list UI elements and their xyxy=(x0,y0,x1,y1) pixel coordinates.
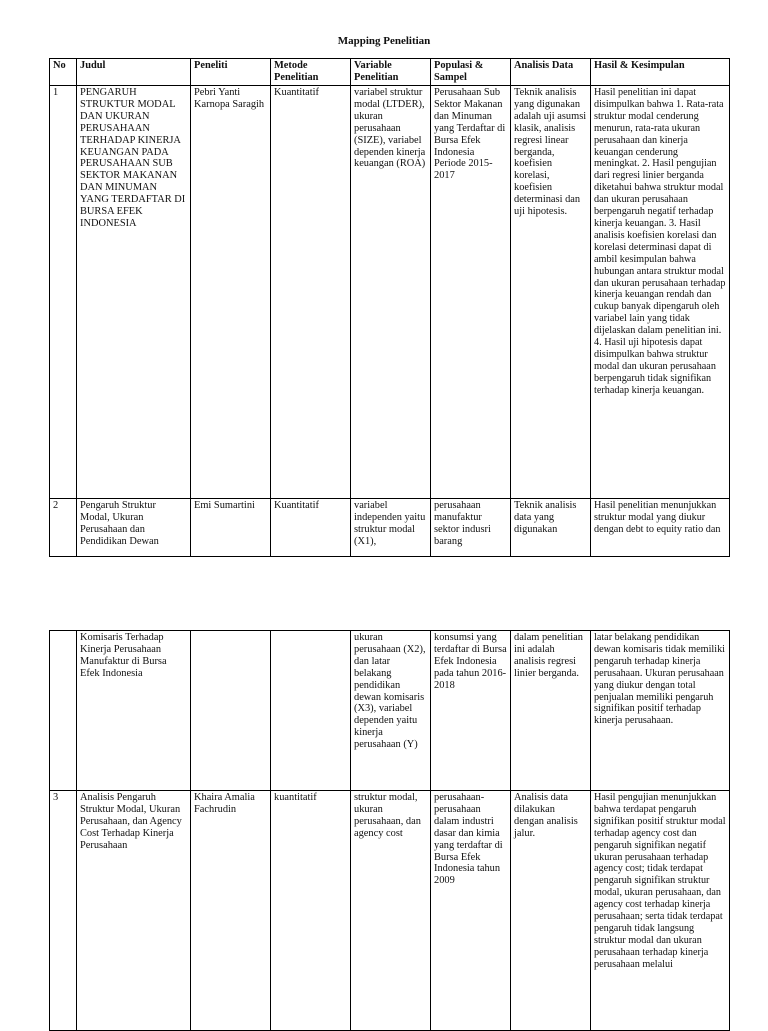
cell-populasi: perusahaan-perusahaan dalam industri dasar dan kimia yang terdaftar di Bursa Efek Indonesia tahun 2009 xyxy=(431,791,511,1031)
cell-variable: ukuran perusahaan (X2), dan latar belakang pendidikan dewan komisaris (X3), variabel dependen yaitu kinerja perusahaan (Y) xyxy=(351,631,431,791)
cell-peneliti: Pebri Yanti Karnopa Saragih xyxy=(191,86,271,499)
mapping-table-part-1 xyxy=(49,58,730,557)
cell-metode xyxy=(271,631,351,791)
cell-variable: variabel struktur modal (LTDER), ukuran perusahaan (SIZE), variabel dependen kinerja keuangan (ROA) xyxy=(351,86,431,499)
cell-judul: PENGARUH STRUKTUR MODAL DAN UKURAN PERUSAHAAN TERHADAP KINERJA KEUANGAN PADA PERUSAHAAN SUB SEKTOR MAKANAN DAN MINUMAN YANG TERDAFTAR DI BURSA EFEK INDONESIA xyxy=(77,86,191,499)
header-judul: Judul xyxy=(77,59,191,86)
cell-peneliti: Khaira Amalia Fachrudin xyxy=(191,791,271,1031)
cell-populasi: perusahaan manufaktur sektor indusri barang xyxy=(431,499,511,557)
cell-peneliti xyxy=(191,631,271,791)
header-analisis: Analisis Data xyxy=(511,59,591,86)
header-metode: Metode Penelitian xyxy=(271,59,351,86)
table-row xyxy=(50,791,730,1031)
table-header-row xyxy=(50,59,730,86)
cell-no: 1 xyxy=(50,86,77,499)
cell-hasil: latar belakang pendidikan dewan komisaris tidak memiliki pengaruh terhadap kinerja perusahaan. Ukuran perusahaan yang diukur dengan total penjualan memiliki pengaruh signifikan positif terhadap kinerja perusahaan. xyxy=(591,631,730,791)
cell-no: 3 xyxy=(50,791,77,1031)
cell-no xyxy=(50,631,77,791)
mapping-table-part-2 xyxy=(49,630,730,1031)
cell-metode: Kuantitatif xyxy=(271,86,351,499)
page-title: Mapping Penelitian xyxy=(337,35,431,47)
cell-metode: kuantitatif xyxy=(271,791,351,1031)
header-hasil: Hasil & Kesimpulan xyxy=(591,59,730,86)
header-no: No xyxy=(50,59,77,86)
cell-metode: Kuantitatif xyxy=(271,499,351,557)
cell-analisis: Analisis data dilakukan dengan analisis jalur. xyxy=(511,791,591,1031)
cell-judul: Komisaris Terhadap Kinerja Perusahaan Manufaktur di Bursa Efek Indonesia xyxy=(77,631,191,791)
cell-peneliti: Emi Sumartini xyxy=(191,499,271,557)
cell-judul: Pengaruh Struktur Modal, Ukuran Perusahaan dan Pendidikan Dewan xyxy=(77,499,191,557)
cell-populasi: Perusahaan Sub Sektor Makanan dan Minuman yang Terdaftar di Bursa Efek Indonesia Periode 2015-2017 xyxy=(431,86,511,499)
table-row xyxy=(50,631,730,791)
header-variable: Variable Penelitian xyxy=(351,59,431,86)
cell-hasil: Hasil penelitian menunjukkan struktur modal yang diukur dengan debt to equity ratio dan xyxy=(591,499,730,557)
cell-hasil: Hasil pengujian menunjukkan bahwa terdapat pengaruh signifikan positif struktur modal terhadap agency cost dan pengaruh signifikan negatif ukuran perusahaan terhadap agency cost; tidak terdapat pengaruh signifikan struktur modal, ukuran perusahaan, dan agency cost terhadap kinerja perusahaan; serta tidak terdapat pengaruh tidak langsung struktur modal dan ukuran perusahaan terhadap kinerja perusahaan melalui xyxy=(591,791,730,1031)
cell-populasi: konsumsi yang terdaftar di Bursa Efek Indonesia pada tahun 2016-2018 xyxy=(431,631,511,791)
table-row xyxy=(50,499,730,557)
cell-variable: struktur modal, ukuran perusahaan, dan agency cost xyxy=(351,791,431,1031)
header-peneliti: Peneliti xyxy=(191,59,271,86)
cell-judul: Analisis Pengaruh Struktur Modal, Ukuran Perusahaan, dan Agency Cost Terhadap Kinerja Perusahaan xyxy=(77,791,191,1031)
cell-analisis: dalam penelitian ini adalah analisis regresi linier berganda. xyxy=(511,631,591,791)
cell-no: 2 xyxy=(50,499,77,557)
table-row xyxy=(50,86,730,499)
cell-analisis: Teknik analisis data yang digunakan xyxy=(511,499,591,557)
cell-analisis: Teknik analisis yang digunakan adalah uji asumsi klasik, analisis regresi linear berganda, koefisien korelasi, koefisien determinasi dan uji hipotesis. xyxy=(511,86,591,499)
cell-hasil: Hasil penelitian ini dapat disimpulkan bahwa 1. Rata-rata struktur modal cenderung menurun, rata-rata ukuran perusahaan dan kinerja keuangan cenderung meningkat. 2. Hasil pengujian dari regresi linier berganda diketahui bahwa struktur modal dan ukuran perusahaan berpengaruh negatif terhadap kinerja keuangan. 3. Hasil analisis koefisien korelasi dan korelasi determinasi dapat di ambil kesimpulan bahwa hubungan antara struktur modal dan ukuran perusahaan terhadap kinerja keuangan rendah dan cukup banyak dipengaruh oleh variabel lain yang tidak dijelaskan dalam penelitian ini. 4. Hasil uji hipotesis dapat disimpulkan bahwa struktur modal dan ukuran perusahaan berpengaruh tidak signifikan terhadap kinerja keuangan. xyxy=(591,86,730,499)
cell-variable: variabel independen yaitu struktur modal (X1), xyxy=(351,499,431,557)
header-populasi: Populasi & Sampel xyxy=(431,59,511,86)
